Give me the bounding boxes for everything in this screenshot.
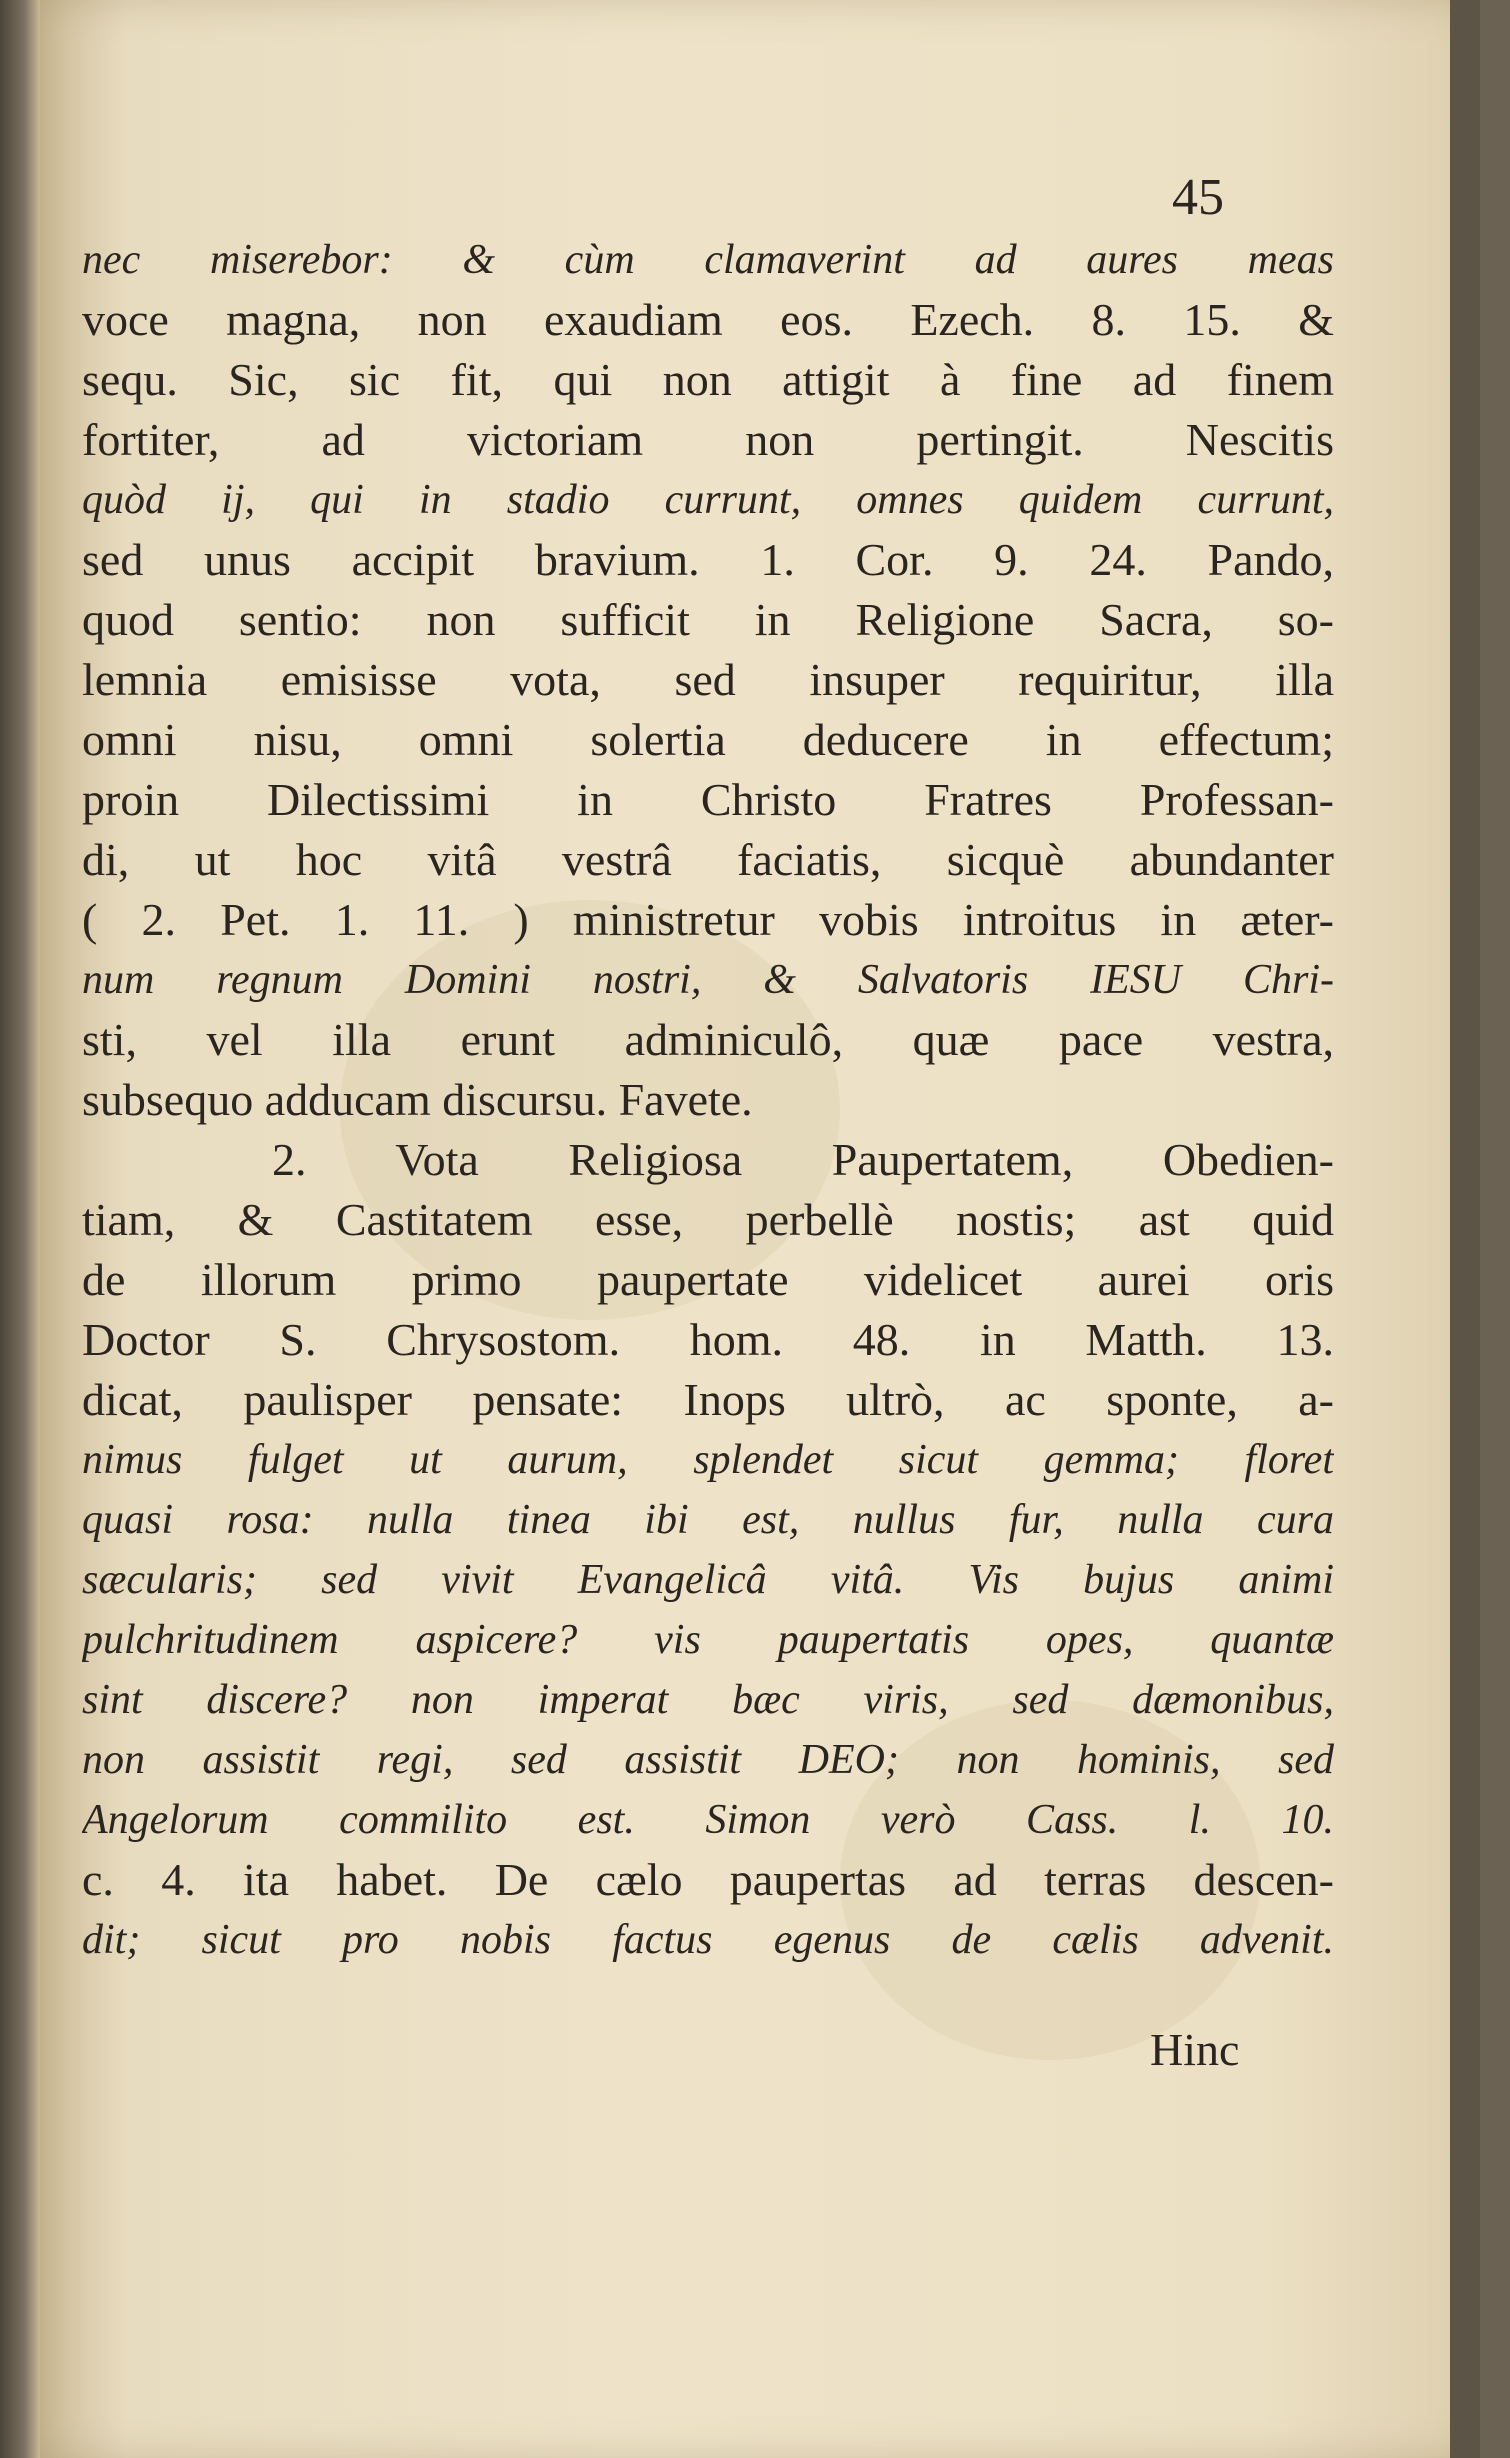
text-line: quod sentio: non sufficit in Religione Sacra, so- (82, 594, 1334, 645)
text-line: tiam, & Castitatem esse, perbellè nostis; ast quid (82, 1194, 1334, 1245)
text-block (82, 168, 1334, 1970)
text-line: sed unus accipit bravium. 1. Cor. 9. 24. Pando, (82, 534, 1334, 585)
text-line: num regnum Domini nostri, & Salvatoris IESU Chri- (82, 957, 1334, 1003)
text-line: quòd ij, qui in stadio currunt, omnes quidem currunt, (82, 477, 1334, 523)
text-line: voce magna, non exaudiam eos. Ezech. 8. 15. & (82, 294, 1334, 345)
text-line: sæcularis; sed vivit Evangelicâ vitâ. Vis bujus animi (82, 1557, 1334, 1603)
text-line: di, ut hoc vitâ vestrâ faciatis, sicquè abundanter (82, 834, 1334, 885)
text-line: nimus fulget ut aurum, splendet sicut gemma; floret (82, 1437, 1334, 1483)
text-line: 2. Vota Religiosa Paupertatem, Obedien- (272, 1134, 1334, 1185)
text-line: dit; sicut pro nobis factus egenus de cælis advenit. (82, 1917, 1334, 1963)
text-line: Angelorum commilito est. Simon verò Cass. l. 10. (82, 1797, 1334, 1843)
text-line: proin Dilectissimi in Christo Fratres Professan- (82, 774, 1334, 825)
text-line: non assistit regi, sed assistit DEO; non hominis, sed (82, 1737, 1334, 1783)
text-line: ( 2. Pet. 1. 11. ) ministretur vobis introitus in æter- (82, 894, 1334, 945)
text-line: c. 4. ita habet. De cælo paupertas ad terras descen- (82, 1854, 1334, 1905)
text-line: dicat, paulisper pensate: Inops ultrò, ac sponte, a- (82, 1374, 1334, 1425)
catchword: Hinc (1150, 2024, 1240, 2075)
page-edge (1450, 0, 1480, 2458)
book-binding (0, 0, 40, 2458)
text-line: sti, vel illa erunt adminiculô, quæ pace vestra, (82, 1014, 1334, 1065)
text-line: de illorum primo paupertate videlicet aurei oris (82, 1254, 1334, 1305)
text-line: sint discere? non imperat bæc viris, sed dæmonibus, (82, 1677, 1334, 1723)
text-line: subsequo adducam discursu. Favete. (82, 1074, 753, 1125)
text-line: fortiter, ad victoriam non pertingit. Nescitis (82, 414, 1334, 465)
text-line: lemnia emisisse vota, sed insuper requiritur, illa (82, 654, 1334, 705)
page-number: 45 (1172, 169, 1224, 226)
text-line: sequ. Sic, sic fit, qui non attigit à fine ad finem (82, 354, 1334, 405)
text-line: nec miserebor: & cùm clamaverint ad aures meas (82, 237, 1334, 283)
text-line: quasi rosa: nulla tinea ibi est, nullus fur, nulla cura (82, 1497, 1334, 1543)
text-line: Doctor S. Chrysostom. hom. 48. in Matth. 13. (82, 1314, 1334, 1365)
text-line: pulchritudinem aspicere? vis paupertatis opes, quantæ (82, 1617, 1334, 1663)
text-line: omni nisu, omni solertia deducere in effectum; (82, 714, 1334, 765)
